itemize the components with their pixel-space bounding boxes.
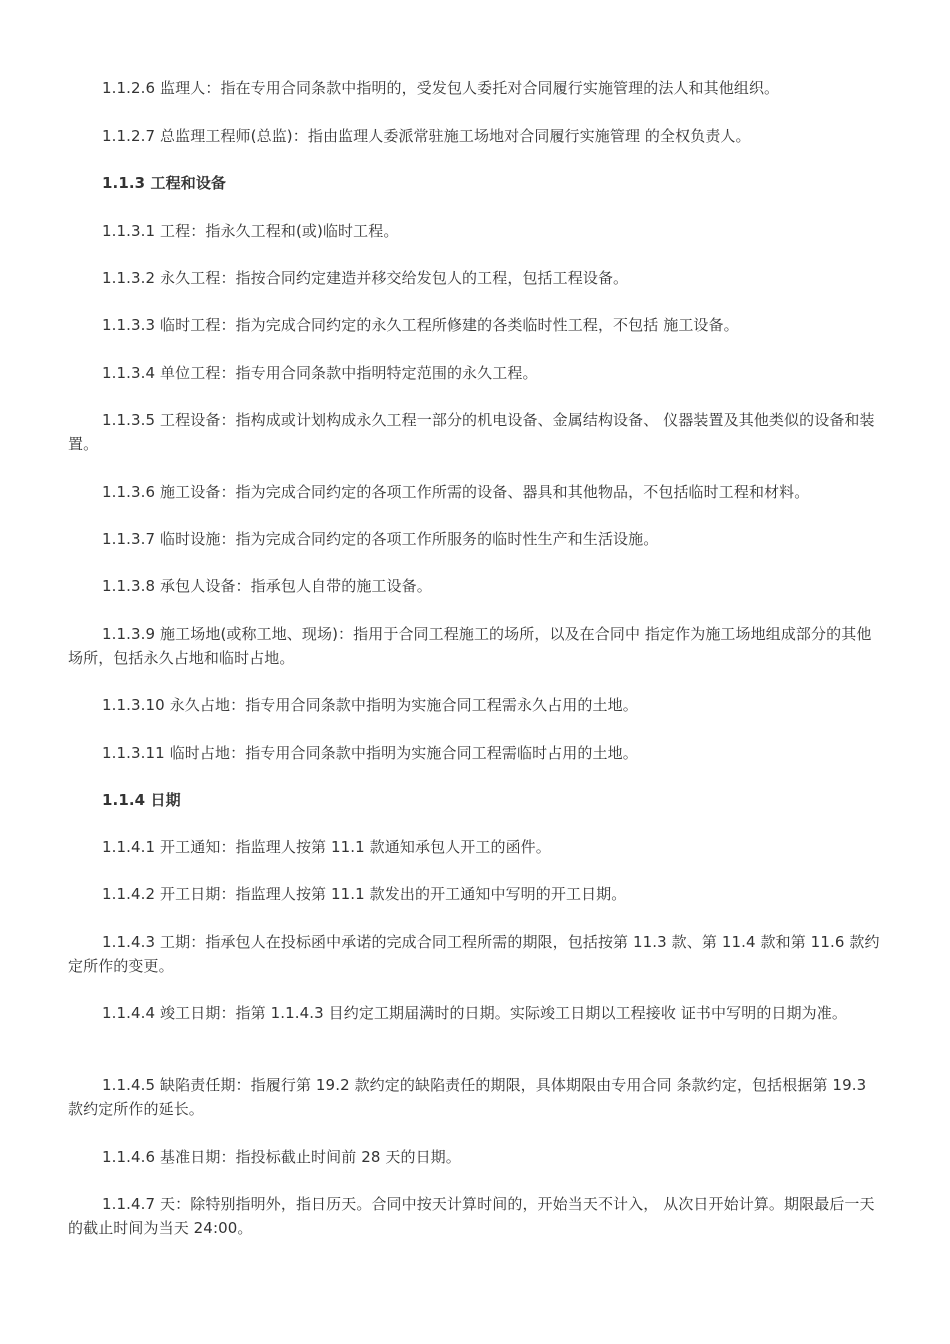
clause-1-1-3-6: 1.1.3.6 施工设备：指为完成合同约定的各项工作所需的设备、器具和其他物品，不包括临时工程和材料。 [102,483,810,501]
clause-1-1-3-7: 1.1.3.7 临时设施：指为完成合同约定的各项工作所服务的临时性生产和生活设施。 [102,530,659,548]
clause-1-1-2-7: 1.1.2.7 总监理工程师(总监)：指由监理人委派常驻施工场地对合同履行实施管理 的全权负责人。 [102,127,751,145]
clause-1-1-4-3: 1.1.4.3 工期：指承包人在投标函中承诺的完成合同工程所需的期限，包括按第 11.3 款、第 11.4 款和第 11.6 款约定所作的变更。 [68,933,880,975]
clause-1-1-3-2: 1.1.3.2 永久工程：指按合同约定建造并移交给发包人的工程，包括工程设备。 [102,269,629,287]
clause-1-1-3-10: 1.1.3.10 永久占地：指专用合同条款中指明为实施合同工程需永久占用的土地。 [102,696,638,714]
clause-1-1-4-4: 1.1.4.4 竣工日期：指第 1.1.4.3 目约定工期届满时的日期。实际竣工日期以工程接收 证书中写明的日期为准。 [102,1004,847,1022]
section-heading-1-1-4: 1.1.4 日期 [102,791,181,809]
clause-1-1-4-2: 1.1.4.2 开工日期：指监理人按第 11.1 款发出的开工通知中写明的开工日期。 [102,885,627,903]
clause-1-1-4-6: 1.1.4.6 基准日期：指投标截止时间前 28 天的日期。 [102,1148,461,1166]
clause-1-1-3-8: 1.1.3.8 承包人设备：指承包人自带的施工设备。 [102,577,432,595]
clause-1-1-4-1: 1.1.4.1 开工通知：指监理人按第 11.1 款通知承包人开工的函件。 [102,838,551,856]
clause-1-1-2-6: 1.1.2.6 监理人：指在专用合同条款中指明的，受发包人委托对合同履行实施管理的法人和其他组织。 [102,79,780,97]
clause-1-1-3-11: 1.1.3.11 临时占地：指专用合同条款中指明为实施合同工程需临时占用的土地。 [102,744,638,762]
clause-1-1-4-5: 1.1.4.5 缺陷责任期：指履行第 19.2 款约定的缺陷责任的期限，具体期限由专用合同 条款约定，包括根据第 19.3 款约定所作的延长。 [68,1076,867,1118]
clause-1-1-3-3: 1.1.3.3 临时工程：指为完成合同约定的永久工程所修建的各类临时性工程，不包括 施工设备。 [102,316,739,334]
clause-1-1-3-4: 1.1.3.4 单位工程：指专用合同条款中指明特定范围的永久工程。 [102,364,538,382]
clause-1-1-3-1: 1.1.3.1 工程：指永久工程和(或)临时工程。 [102,222,399,240]
clause-1-1-3-5: 1.1.3.5 工程设备：指构成或计划构成永久工程一部分的机电设备、金属结构设备、 仪器装置及其他类似的设备和装置。 [68,411,875,453]
clause-1-1-3-9: 1.1.3.9 施工场地(或称工地、现场)：指用于合同工程施工的场所，以及在合同中 指定作为施工场地组成部分的其他场所，包括永久占地和临时占地。 [68,625,872,667]
clause-1-1-4-7: 1.1.4.7 天：除特别指明外，指日历天。合同中按天计算时间的，开始当天不计入， 从次日开始计算。期限最后一天的截止时间为当天 24:00。 [68,1195,875,1237]
section-heading-1-1-3: 1.1.3 工程和设备 [102,174,227,192]
